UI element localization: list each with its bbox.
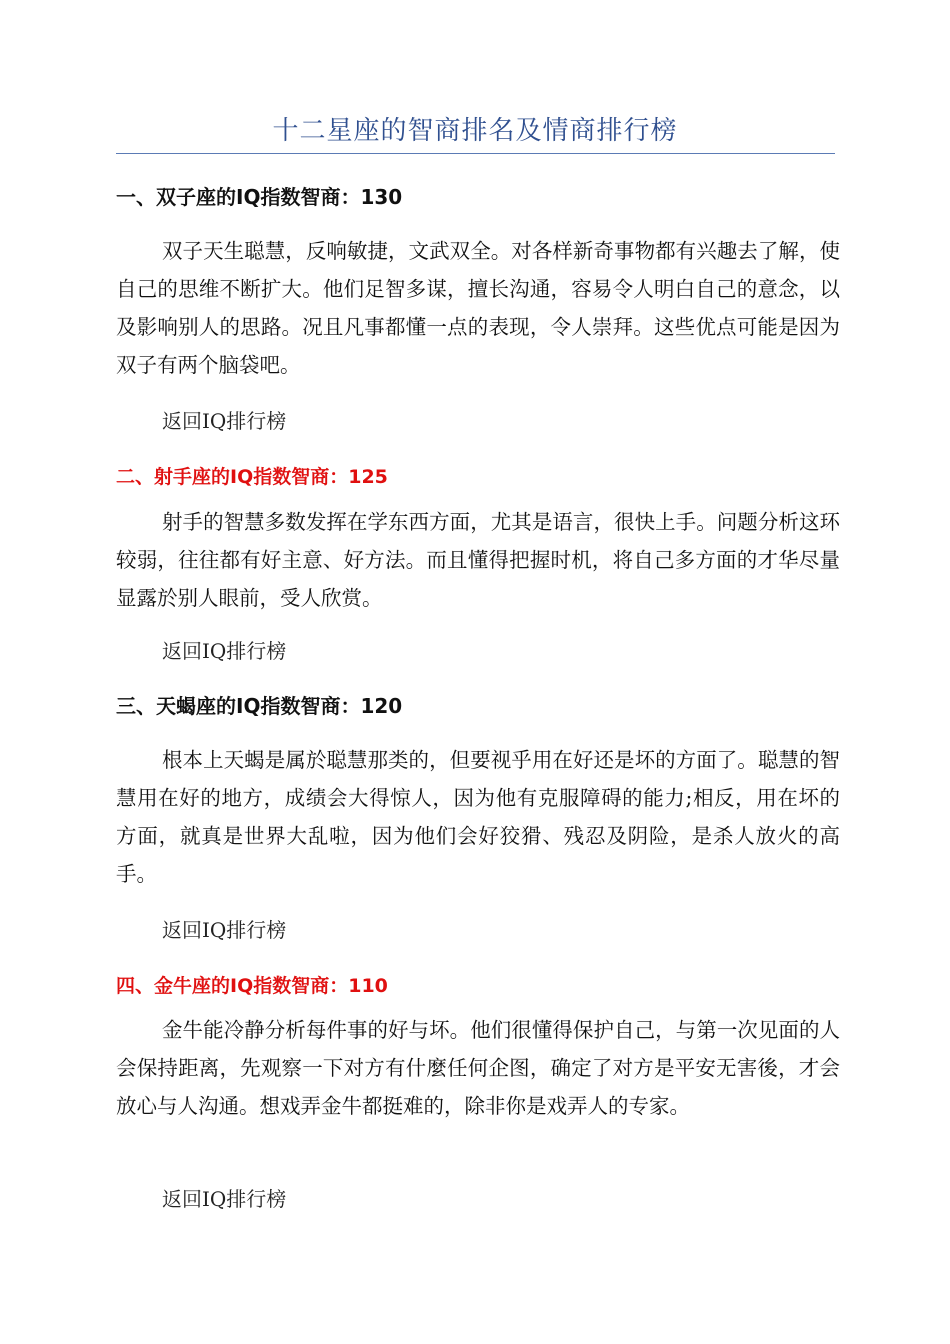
title-underline (116, 153, 835, 154)
section-paragraph-scorpio: 根本上天蝎是属於聪慧那类的，但要视乎用在好还是坏的方面了。聪慧的智慧用在好的地方，成绩会大得惊人，因为他有克服障碍的能力;相反，用在坏的方面，就真是世界大乱啦，因为他们会好狡猾、残忍及阴险，是杀人放火的高手。 (116, 748, 840, 886)
back-to-iq-ranking-link[interactable]: 返回IQ排行榜 (162, 409, 287, 433)
section-heading-sagittarius: 二、射手座的IQ指数智商：125 (116, 466, 388, 488)
section-heading-scorpio: 三、天蝎座的IQ指数智商：120 (116, 694, 403, 718)
section-paragraph-gemini: 双子天生聪慧，反响敏捷，文武双全。对各样新奇事物都有兴趣去了解，使自己的思维不断扩大。他们足智多谋，擅长沟通，容易令人明白自己的意念，以及影响别人的思路。况且凡事都懂一点的表现，令人崇拜。这些优点可能是因为双子有两个脑袋吧。 (116, 239, 840, 377)
section-heading-gemini: 一、双子座的IQ指数智商：130 (116, 185, 403, 209)
back-to-iq-ranking-link[interactable]: 返回IQ排行榜 (162, 639, 287, 663)
section-heading-taurus: 四、金牛座的IQ指数智商：110 (116, 975, 388, 997)
section-paragraph-taurus: 金牛能冷静分析每件事的好与坏。他们很懂得保护自己，与第一次见面的人会保持距离，先观察一下对方有什麼任何企图，确定了对方是平安无害後，才会放心与人沟通。想戏弄金牛都挺难的，除非你是戏弄人的专家。 (116, 1018, 840, 1118)
page-title: 十二星座的智商排名及情商排行榜 (272, 116, 678, 146)
back-to-iq-ranking-link[interactable]: 返回IQ排行榜 (162, 918, 287, 942)
back-to-iq-ranking-link[interactable]: 返回IQ排行榜 (162, 1187, 287, 1211)
section-paragraph-sagittarius: 射手的智慧多数发挥在学东西方面，尤其是语言，很快上手。问题分析这环较弱，往往都有好主意、好方法。而且懂得把握时机，将自己多方面的才华尽量显露於别人眼前，受人欣赏。 (116, 510, 840, 610)
